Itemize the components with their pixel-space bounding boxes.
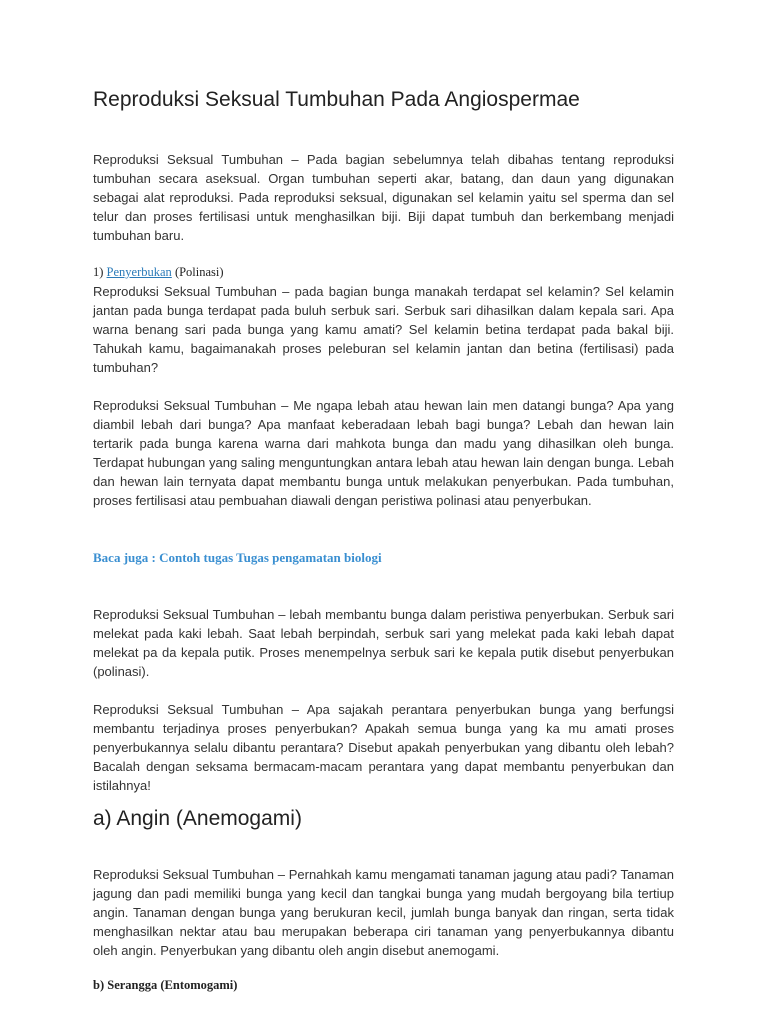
baca-juga-link[interactable]: Baca juga : Contoh tugas Tugas pengamatan biologi	[93, 550, 382, 565]
paragraph-sel-kelamin: Reproduksi Seksual Tumbuhan – pada bagian bunga manakah terdapat sel kelamin? Sel kelamin jantan pada bunga terdapat pada buluh serbuk sari. Serbuk sari dihasilkan dalam kepala sari. Apa warna benang sari pada bunga yang kamu amati? Sel kelamin betina terdapat pada bakal biji. Tahukah kamu, bagaimanakah proses peleburan sel kelamin jantan dan betina (fertilisasi) pada tumbuhan?	[93, 284, 674, 375]
paragraph-lebah: Reproduksi Seksual Tumbuhan – Me ngapa lebah atau hewan lain men datangi bunga? Apa yang diambil lebah dari bunga? Apa manfaat keberadaan lebah bagi bunga? Lebah dan hewan lain tertarik pada bunga karena warna dari mahkota bunga dan madu yang dihasilkan oleh bunga. Terdapat hubungan yang saling menguntungkan antara lebah atau hewan lain dengan bunga. Lebah dan hewan lain ternyata dapat membantu bunga untuk melakukan penyerbukan. Pada tumbuhan, proses fertilisasi atau pembuahan diawali dengan peristiwa polinasi atau penyerbukan.	[93, 398, 674, 508]
section-heading-penyerbukan	[93, 263, 674, 282]
section-number: 1)	[93, 265, 107, 279]
subheading-serangga: b) Serangga (Entomogami)	[93, 978, 238, 992]
article-content	[93, 86, 674, 995]
paragraph-perantara: Reproduksi Seksual Tumbuhan – Apa sajakah perantara penyerbukan bunga yang berfungsi membantu terjadinya proses penyerbukan? Apakah semua bunga yang ka mu amati proses penyerbukannya selalu dibantu perantara? Disebut apakah penyerbukan yang dibantu oleh lebah? Bacalah dengan seksama bermacam-macam perantara yang dapat membantu penyerbukan dan istilahnya!	[93, 702, 674, 793]
paragraph-angin: Reproduksi Seksual Tumbuhan – Pernahkah kamu mengamati tanaman jagung atau padi? Tanaman jagung dan padi memiliki bunga yang kecil dan tangkai bunga yang mudah bergoyang bila tertiup angin. Tanaman dengan bunga yang berukuran kecil, jumlah bunga banyak dan ringan, serta tidak menghasilkan nektar atau bau merupakan beberapa ciri tanaman yang penyerbukannya dibantu oleh angin. Penyerbukan yang dibantu oleh angin disebut anemogami.	[93, 867, 674, 958]
penyerbukan-link[interactable]: Penyerbukan	[106, 265, 172, 279]
page-title: Reproduksi Seksual Tumbuhan Pada Angiospermae	[93, 88, 580, 111]
intro-paragraph: Reproduksi Seksual Tumbuhan – Pada bagian sebelumnya telah dibahas tentang reproduksi tumbuhan secara aseksual. Organ tumbuhan seperti akar, batang, dan daun yang digunakan sebagai alat reproduksi. Pada reproduksi seksual, digunakan sel kelamin yaitu sel sperma dan sel telur dan proses fertilisasi untuk menghasilkan biji. Biji dapat tumbuh dan berkembang menjadi tumbuhan baru.	[93, 152, 674, 243]
subheading-angin: a) Angin (Anemogami)	[93, 807, 302, 830]
section-suffix: (Polinasi)	[171, 265, 224, 279]
paragraph-penyerbukan: Reproduksi Seksual Tumbuhan – lebah membantu bunga dalam peristiwa penyerbukan. Serbuk sari melekat pada kaki lebah. Saat lebah berpindah, serbuk sari yang melekat pada kaki lebah dapat melekat pa da kepala putik. Proses menempelnya serbuk sari ke kepala putik disebut penyerbukan (polinasi).	[93, 607, 674, 679]
